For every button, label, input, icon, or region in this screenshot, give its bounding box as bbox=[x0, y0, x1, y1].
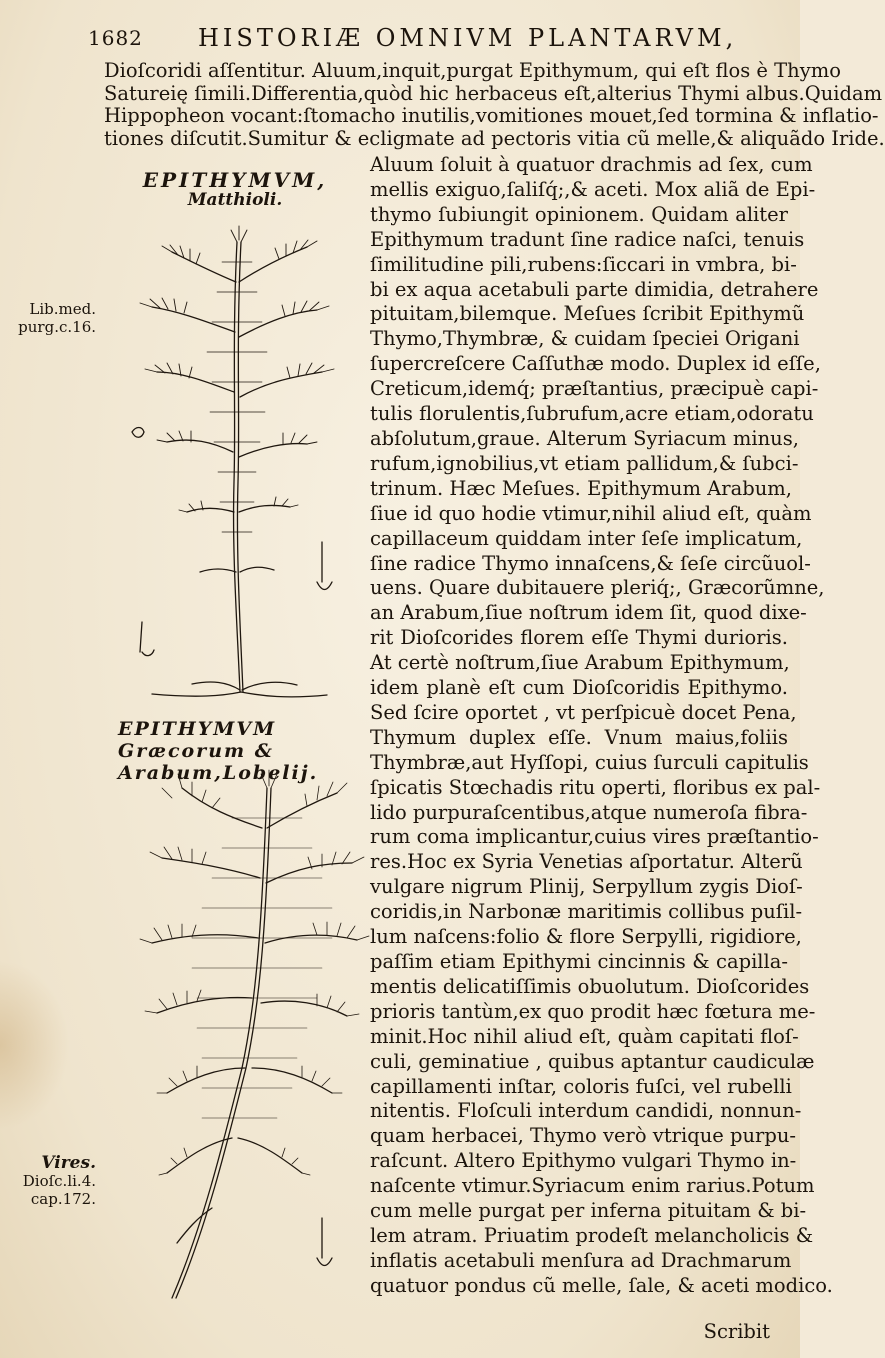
page-header bbox=[88, 26, 778, 58]
epithymum-matthioli-illustration bbox=[112, 222, 362, 702]
margin-note-lib-med bbox=[14, 300, 96, 336]
paper-stain bbox=[0, 960, 70, 1130]
text-line: thymo ſubiungit opinionem. Quidam aliter bbox=[370, 202, 788, 226]
text-line: an Arabum,ſiue noſtrum idem ſit, quod dixe- bbox=[370, 601, 807, 625]
figure-caption-title: EPITHYMVM, bbox=[142, 168, 328, 192]
text-line: Thymbræ,aut Hyſſopi, cuius ſurculi capitulis bbox=[370, 750, 809, 774]
text-line: Dioſcoridi aſſentitur. Aluum,inquit,purgat Epithymum, qui eſt flos è Thymo bbox=[104, 59, 841, 82]
text-line: rufum,ignobilius,vt etiam pallidum,& ſubci- bbox=[370, 451, 799, 475]
second-figure-caption: EPITHYMVM Græcorum & Arabum,Lobelij. bbox=[118, 718, 319, 784]
text-line: idem planè eſt cum Dioſcoridis Epithymo. bbox=[370, 676, 788, 700]
text-line: Thymum duplex eſſe. Vnum maius,foliis bbox=[370, 725, 788, 749]
full-width-text bbox=[104, 59, 885, 150]
text-line: lem atram. Priuatim prodeſt melancholicis & bbox=[370, 1223, 814, 1247]
text-line: capillamenti inſtar, coloris fuſci, vel rubelli bbox=[370, 1074, 792, 1098]
text-line: Epithymum tradunt ſine radice naſci, tenuis bbox=[370, 227, 805, 251]
figure-caption-author: Matthioli. bbox=[187, 190, 283, 210]
text-line: capillaceum quiddam inter ſeſe implicatum, bbox=[370, 526, 803, 550]
text-line: Thymo,Thymbræ, & cuidam ſpeciei Origani bbox=[370, 327, 800, 351]
text-line: res.Hoc ex Syria Venetias aſportatur. Alterũ bbox=[370, 850, 803, 874]
text-line: pituitam,bilemque. Meſues ſcribit Epithymũ bbox=[370, 302, 805, 326]
text-line: tulis florulentis,ſubrufum,acre etiam,odoratu bbox=[370, 402, 814, 426]
text-line: vulgare nigrum Plinij, Serpyllum zygis Dioſ- bbox=[370, 875, 803, 899]
text-line: naſcente vtimur.Syriacum enim rarius.Potum bbox=[370, 1174, 815, 1198]
text-line: cum melle purgat per inferna pituitam & bi- bbox=[370, 1199, 807, 1223]
right-column-text bbox=[370, 153, 833, 1299]
text-line: tiones diſcutit.Sumitur & ecligmate ad pectoris vitia cũ melle,& aliquãdo Iride. bbox=[104, 126, 885, 150]
text-line: ſpicatis Stœchadis ritu operti, floribus ex pal- bbox=[370, 775, 821, 799]
text-line: coridis,in Narbonæ maritimis collibus puſil- bbox=[370, 900, 803, 924]
text-line: Sed ſcire oportet , vt perſpicuè docet Pena, bbox=[370, 700, 797, 724]
text-line: paſſim etiam Epithymi cincinnis & capilla- bbox=[370, 950, 788, 973]
running-title: HISTORIÆ OMNIVM PLANTARVM, bbox=[198, 24, 738, 52]
text-line: ſiue id quo hodie vtimur,nihil aliud eſt, quàm bbox=[370, 501, 812, 525]
text-line: quam herbacei, Thymo verò vtrique purpu- bbox=[370, 1124, 796, 1148]
text-line: ſine radice Thymo innaſcens,& ſeſe circũuol- bbox=[370, 551, 811, 575]
text-line: rit Dioſcorides florem eſſe Thymi durioris. bbox=[370, 626, 788, 650]
text-line: lido purpuraſcentibus,atque numeroſa fibra- bbox=[370, 800, 808, 824]
margin-note-line: Lib.med. bbox=[29, 300, 96, 318]
text-line: nitentis. Floſculi interdum candidi, nonnun- bbox=[370, 1099, 802, 1123]
text-line: Creticum,idemq́; præſtantius, præcipuè capi- bbox=[370, 377, 819, 401]
text-line: ſimilitudine pili,rubens:ſiccari in vmbra, bi- bbox=[370, 252, 797, 276]
text-line: Aluum ſoluit à quatuor drachmis ad ſex, cum bbox=[370, 153, 813, 176]
text-line: Hippopheon vocant:ſtomacho inutilis,vomitiones mouet,ſed tormina & inflatio- bbox=[104, 104, 879, 128]
text-line: ſupercreſcere Caſſuthæ modo. Duplex id eſſe, bbox=[370, 352, 821, 376]
margin-note-vires bbox=[14, 1154, 96, 1208]
margin-note-line: purg.c.16. bbox=[18, 318, 96, 336]
text-line: mentis delicatiſſimis obuolutum. Dioſcorides bbox=[370, 974, 810, 998]
text-line: lum naſcens:folio & flore Serpylli, rigidiore, bbox=[370, 925, 802, 949]
margin-note-line: Dioſc.li.4. bbox=[22, 1172, 96, 1190]
text-line: trinum. Hæc Meſues. Epithymum Arabum, bbox=[370, 476, 792, 500]
folio-number: 1682 bbox=[88, 26, 143, 50]
catchword: Scribit bbox=[703, 1320, 770, 1343]
text-line: inflatis acetabuli menſura ad Drachmarum bbox=[370, 1248, 792, 1272]
text-line: minit.Hoc nihil aliud eſt, quàm capitati floſ- bbox=[370, 1024, 799, 1048]
text-line: abſolutum,graue. Alterum Syriacum minus, bbox=[370, 426, 799, 450]
text-line: quatuor pondus cũ melle, ſale, & aceti modico. bbox=[370, 1273, 833, 1297]
margin-note-label: Vires. bbox=[41, 1153, 96, 1173]
margin-note-line: cap.172. bbox=[30, 1190, 96, 1208]
text-line: uens. Quare dubitauere pleriq́;, Græcorũmne, bbox=[370, 576, 825, 600]
text-line: mellis exiguo,ſaliſq́;,& aceti. Mox aliã de Epi- bbox=[370, 177, 816, 201]
epithymum-lobelii-illustration bbox=[112, 768, 367, 1308]
text-line: prioris tantùm,ex quo prodit hæc fœtura me- bbox=[370, 999, 816, 1023]
text-line: rum coma implicantur,cuius vires præſtantio- bbox=[370, 825, 819, 849]
text-line: culi, geminatiue , quibus aptantur caudiculæ bbox=[370, 1049, 815, 1073]
text-line: raſcunt. Altero Epithymo vulgari Thymo in- bbox=[370, 1149, 797, 1173]
text-line: bi ex aqua acetabuli parte dimidia, detrahere bbox=[370, 277, 819, 301]
text-line: At certè noſtrum,ſiue Arabum Epithymum, bbox=[370, 651, 790, 675]
text-line: Satureię ſimili.Differentia,quòd hic herbaceus eſt,alterius Thymi albus.Quidam bbox=[104, 81, 883, 105]
